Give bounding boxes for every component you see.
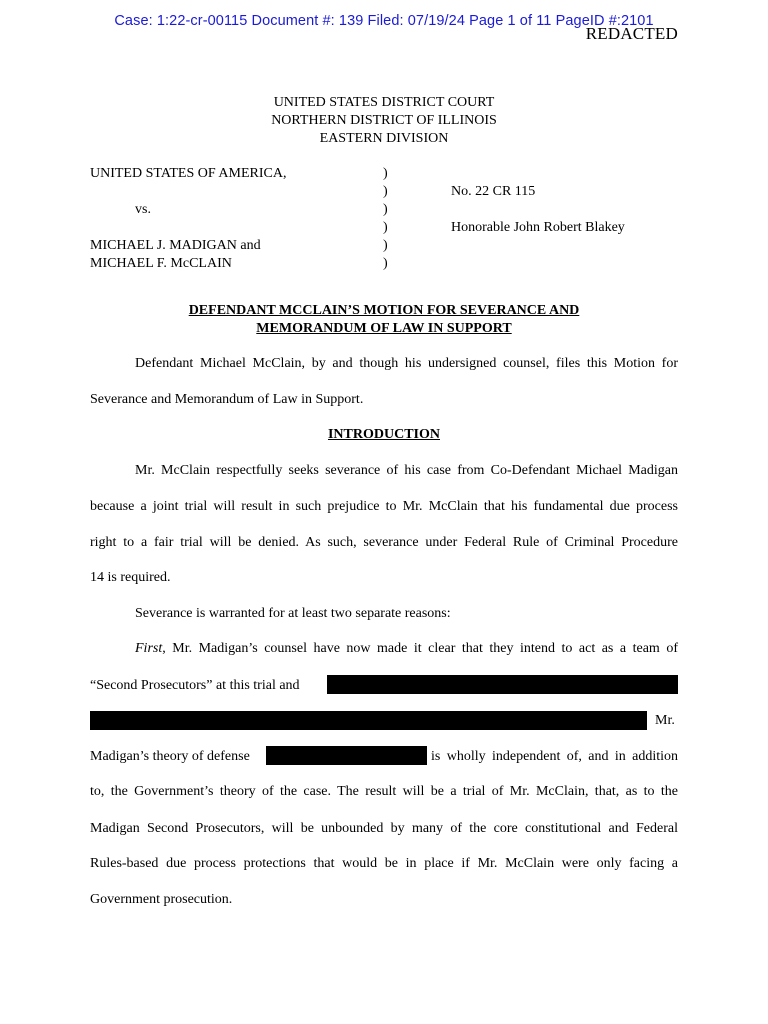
para3-line-8: Government prosecution.: [90, 892, 233, 907]
para3-first-word: First: [135, 641, 163, 656]
court-line-1: UNITED STATES DISTRICT COURT: [273, 95, 495, 110]
para3-line-7: Rules-based due process protections that would be in place if Mr. McClain were only facing a: [90, 856, 678, 871]
case-number: No. 22 CR 115: [451, 184, 536, 199]
caption-plaintiff: UNITED STATES OF AMERICA,: [90, 166, 287, 181]
para3-line-1-text: , Mr. Madigan’s counsel have now made it clear that they intend to act as a team of: [162, 641, 678, 656]
caption-paren: ): [383, 256, 388, 271]
para1-line-2: because a joint trial will result in such prejudice to Mr. McClain that his fundamental due process: [90, 499, 678, 514]
filing-header: Case: 1:22-cr-00115 Document #: 139 Filed: 07/19/24 Page 1 of 11 PageID #:2101: [114, 13, 654, 29]
caption-defendant-1: MICHAEL J. MADIGAN and: [90, 238, 261, 253]
court-name: [0, 94, 768, 148]
intro-para-line-2: Severance and Memorandum of Law in Support.: [90, 392, 364, 407]
caption-paren: ): [383, 238, 388, 253]
para3-line-6: Madigan Second Prosecutors, will be unbounded by many of the core constitutional and Federal: [90, 821, 678, 836]
para3-line-2: “Second Prosecutors” at this trial and: [90, 678, 300, 693]
caption-paren: ): [383, 184, 388, 199]
intro-para-line-1: Defendant Michael McClain, by and though his undersigned counsel, files this Motion for: [135, 356, 678, 371]
motion-title-line-1: DEFENDANT MCCLAIN’S MOTION FOR SEVERANCE AND: [188, 303, 580, 318]
para2: Severance is warranted for at least two separate reasons:: [135, 606, 451, 621]
para1-line-4: 14 is required.: [90, 570, 171, 585]
para1-line-1: Mr. McClain respectfully seeks severance of his case from Co-Defendant Michael Madigan: [135, 463, 678, 478]
caption-paren: ): [383, 202, 388, 217]
para3-line-3-end: Mr.: [655, 713, 675, 728]
para3-line-5: to, the Government’s theory of the case. The result will be a trial of Mr. McClain, that, as to the: [90, 784, 678, 799]
court-line-3: EASTERN DIVISION: [319, 131, 449, 146]
court-line-2: NORTHERN DISTRICT OF ILLINOIS: [271, 113, 497, 128]
judge-name: Honorable John Robert Blakey: [451, 220, 625, 235]
redaction-bar: [90, 711, 647, 730]
para3-line-4-start: Madigan’s theory of defense: [90, 749, 250, 764]
motion-title: [0, 302, 768, 338]
para3-line-1: [135, 640, 678, 658]
para1-line-3: right to a fair trial will be denied. As such, severance under Federal Rule of Criminal Procedure: [90, 535, 678, 550]
caption-versus: vs.: [135, 202, 151, 217]
introduction-heading: INTRODUCTION: [327, 427, 440, 442]
caption-paren: ): [383, 220, 388, 235]
redaction-bar: [327, 675, 678, 694]
motion-title-line-2: MEMORANDUM OF LAW IN SUPPORT: [256, 321, 512, 336]
caption-defendant-2: MICHAEL F. McCLAIN: [90, 256, 232, 271]
para3-line-4-end: is wholly independent of, and in addition: [431, 749, 678, 764]
redaction-bar: [266, 746, 427, 765]
caption-paren: ): [383, 166, 388, 181]
redacted-stamp: REDACTED: [585, 24, 678, 43]
